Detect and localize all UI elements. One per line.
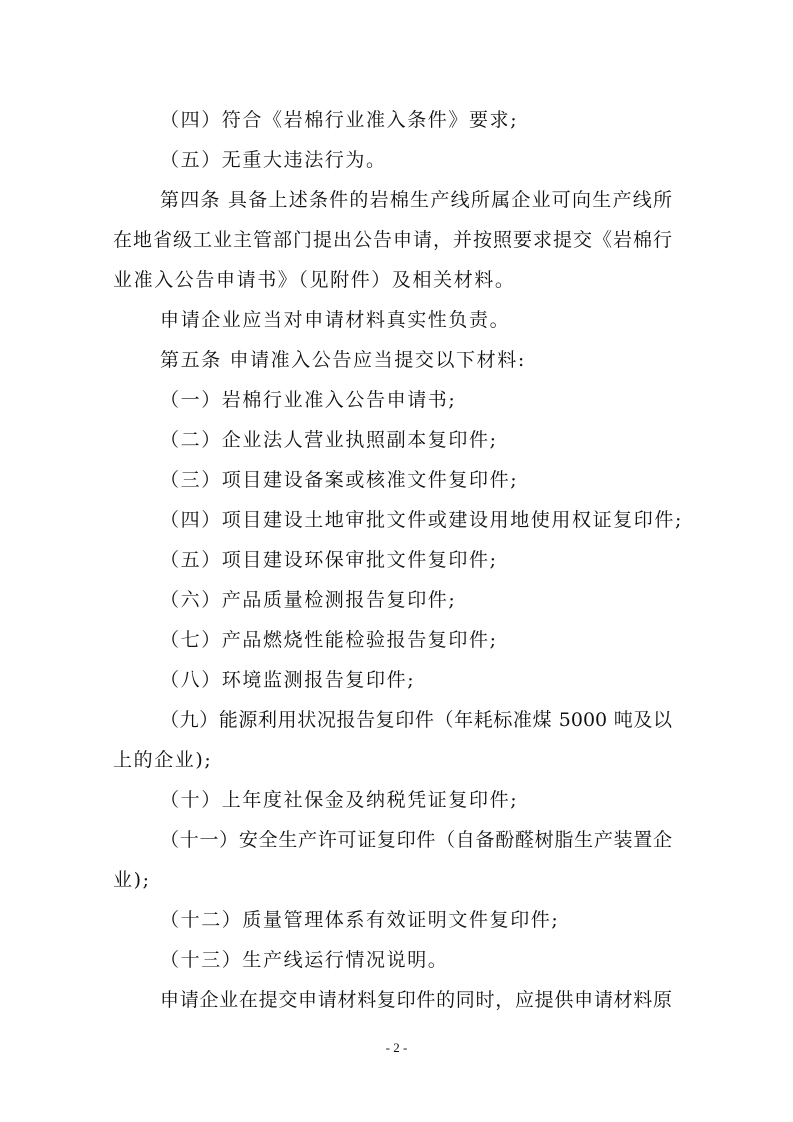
list-item: （五）项目建设环保审批文件复印件; — [160, 549, 498, 571]
list-item: （二）企业法人营业执照副本复印件; — [160, 429, 498, 451]
list-item: （十一）安全生产许可证复印件（自备酚醛树脂生产装置企 — [160, 829, 672, 851]
text-line: 申请企业应当对申请材料真实性负责。 — [160, 309, 511, 331]
list-item: （四）项目建设土地审批文件或建设用地使用权证复印件; — [160, 509, 684, 531]
list-item: （三）项目建设备案或核准文件复印件; — [160, 469, 519, 491]
page-number: - 2 - — [385, 1040, 408, 1055]
list-item: （十）上年度社保金及纳税凭证复印件; — [160, 789, 519, 811]
text-line: （四）符合《岩棉行业准入条件》要求; — [160, 109, 519, 131]
text-line: 业准入公告申请书》（见附件）及相关材料。 — [113, 269, 516, 291]
text-line: 申请企业在提交申请材料复印件的同时，应提供申请材料原 — [160, 989, 672, 1011]
list-item: （一）岩棉行业准入公告申请书; — [160, 389, 457, 411]
list-item: （六）产品质量检测报告复印件; — [160, 589, 457, 611]
list-item: （七）产品燃烧性能检验报告复印件; — [160, 629, 498, 651]
list-item: （八）环境监测报告复印件; — [160, 669, 416, 691]
list-item-continuation: 业); — [113, 869, 151, 891]
text-line: （五）无重大违法行为。 — [160, 149, 387, 171]
text-line: 在地省级工业主管部门提出公告申请，并按照要求提交《岩棉行 — [113, 229, 672, 251]
list-item-continuation: 上的企业); — [113, 749, 213, 771]
list-item: （十二）质量管理体系有效证明文件复印件; — [160, 909, 560, 931]
list-item: （九）能源利用状况报告复印件（年耗标准煤 5000 吨及以 — [160, 709, 672, 731]
text-line: 第五条 申请准入公告应当提交以下材料: — [160, 349, 526, 371]
list-item: （十三）生产线运行情况说明。 — [160, 949, 449, 971]
text-line: 第四条 具备上述条件的岩棉生产线所属企业可向生产线所 — [160, 189, 672, 211]
